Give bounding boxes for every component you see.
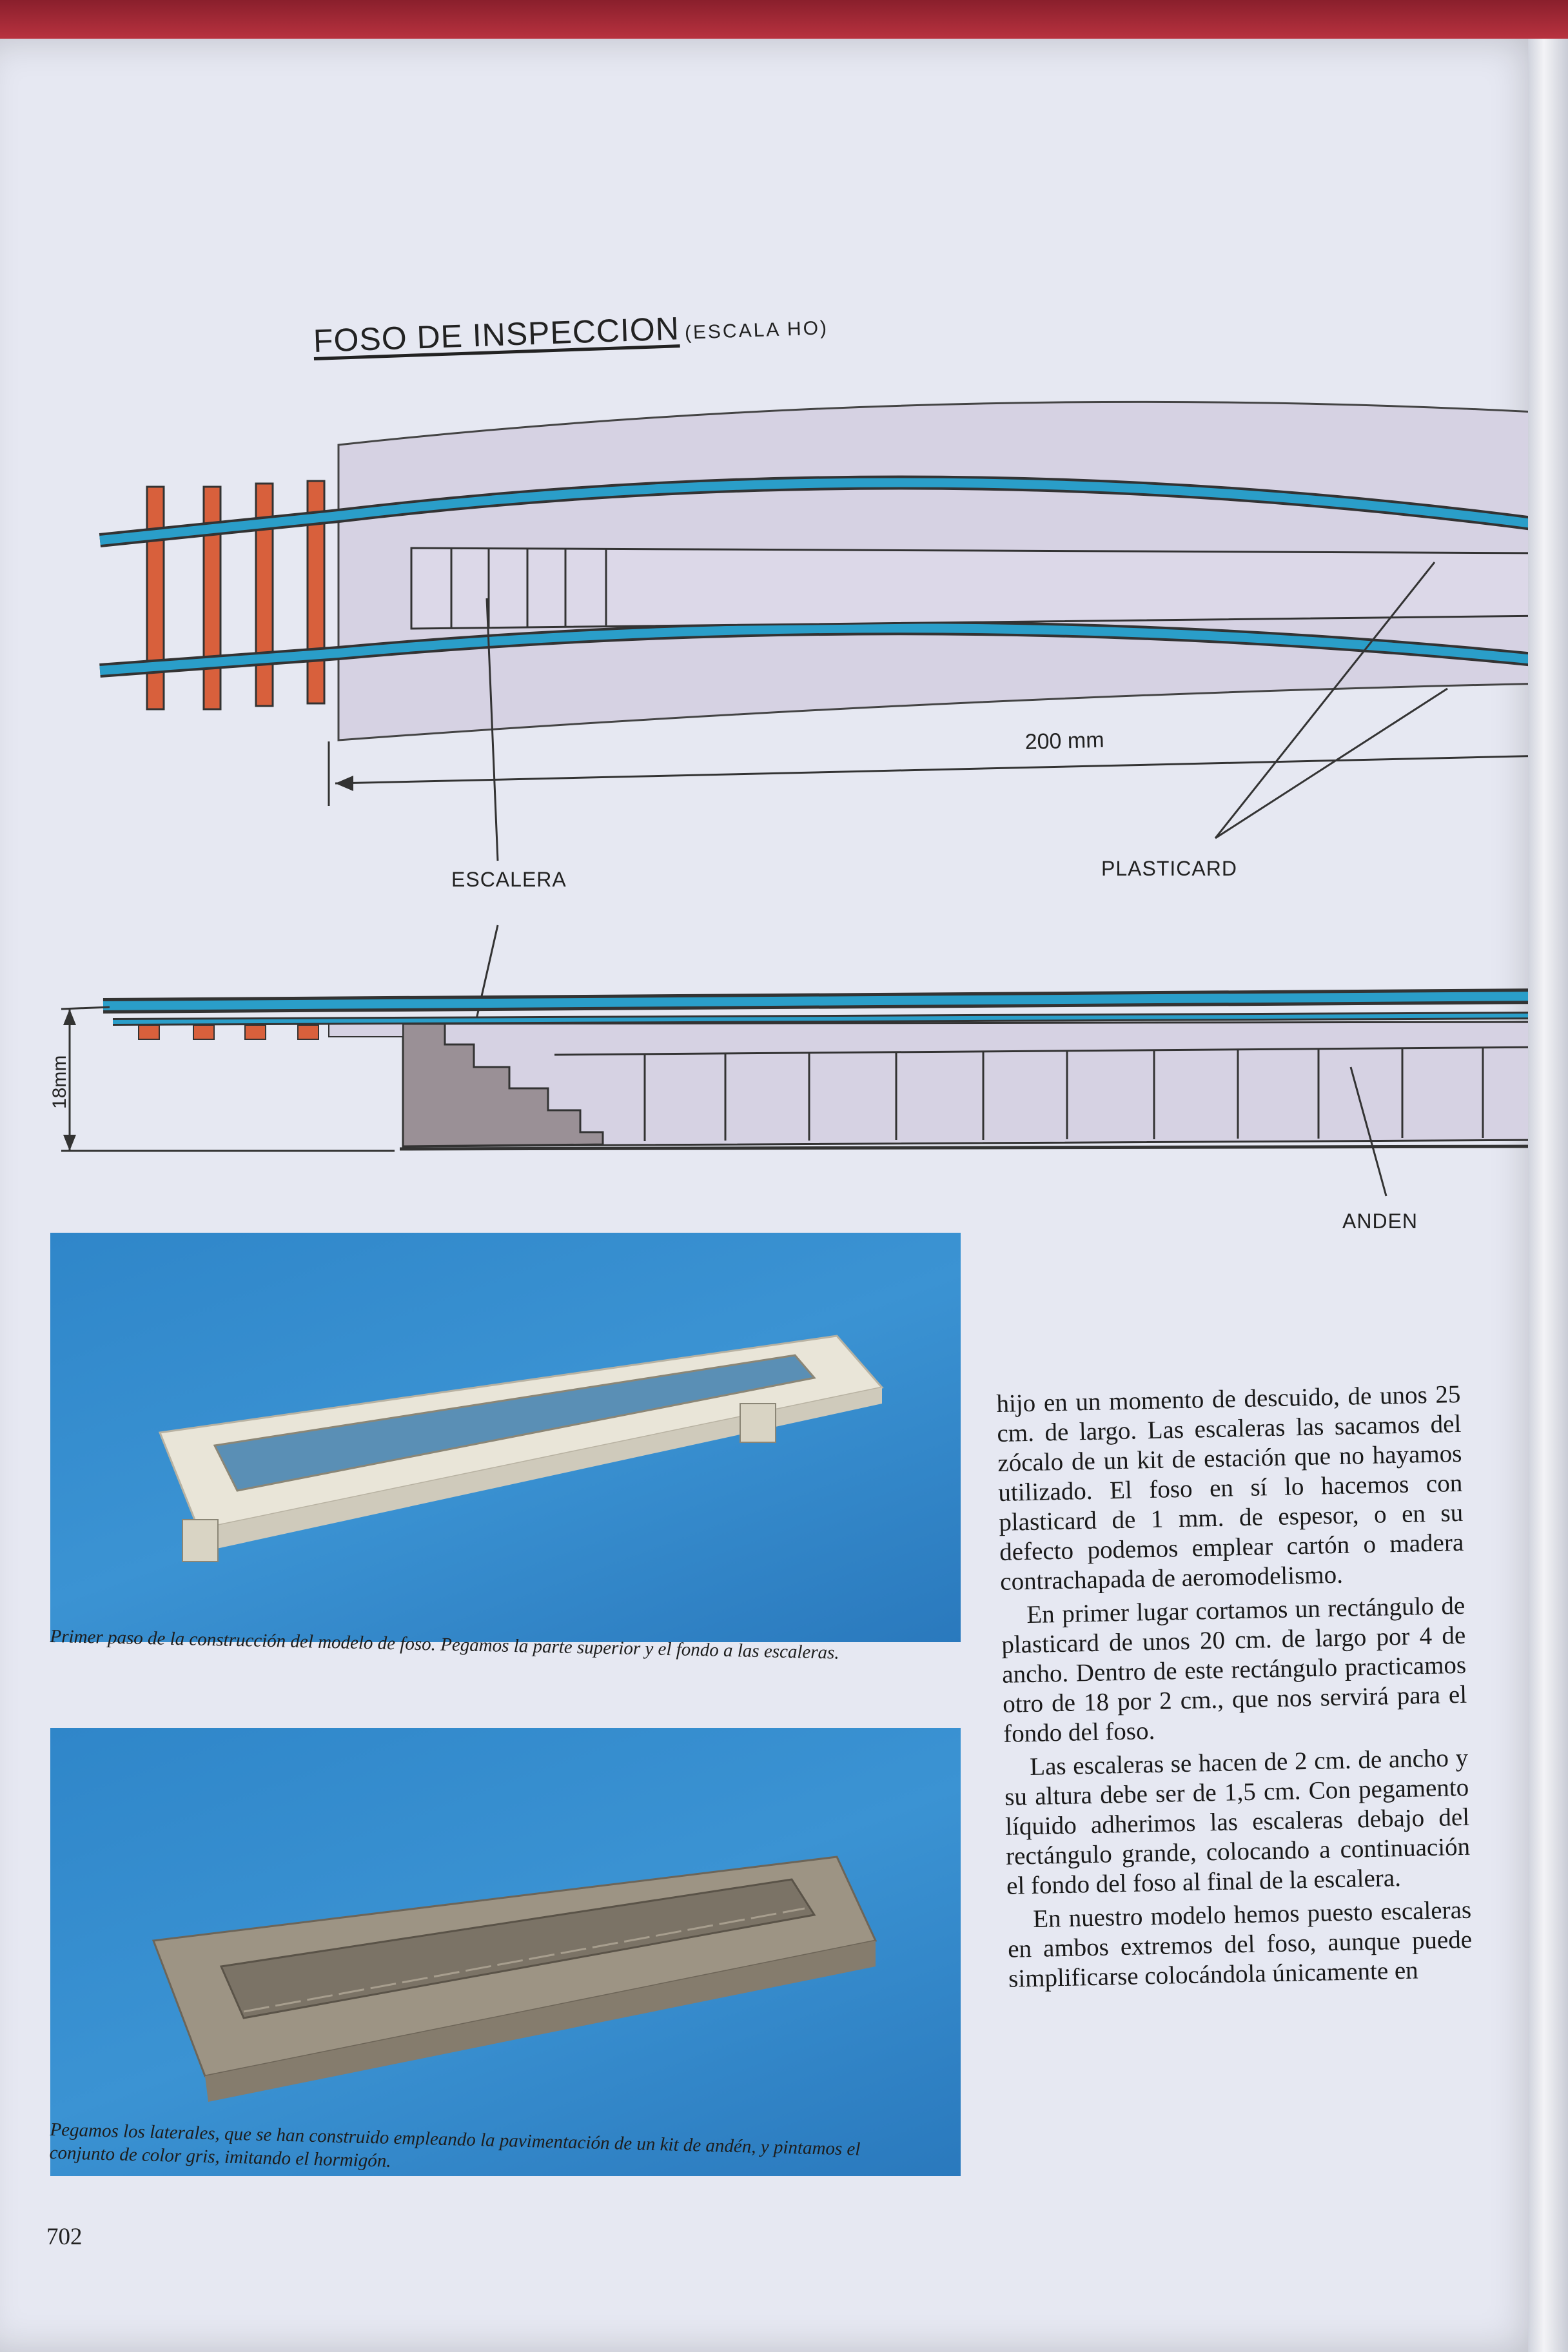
plasticard-label: PLASTICARD [1101, 857, 1237, 880]
body-paragraph: Las escaleras se hacen de 2 cm. de ancho y su altura debe ser de 1,5 cm. Con pegamento líquido adherimos las escaleras debajo del rectángulo grande, colocando a continuación el fondo del foso al final de la escalera. [1004, 1743, 1471, 1900]
book-spine-edge [1528, 39, 1568, 2352]
book-page [0, 39, 1547, 2352]
photo-2-caption: Pegamos los laterales, que se han construido empleando la pavimentación de un kit de andén, y pintamos el conjunto de color gris, imitando el hormigón. [49, 2119, 861, 2171]
height-label: 18mm [49, 1055, 70, 1109]
pit-opening [411, 548, 1547, 629]
photo-pit-assembly-step-1 [50, 1233, 961, 1642]
pit-model-white-illustration [50, 1233, 961, 1642]
body-paragraph: En primer lugar cortamos un rectángulo de plasticard de unos 20 cm. de largo por 4 de ancho. Dentro de este rectángulo practicamos otro de 18 por 2 cm., que nos servirá para el fondo del foso. [1001, 1591, 1467, 1748]
length-label: 200 mm [1024, 727, 1104, 754]
page-number: 702 [46, 2224, 83, 2250]
photo-1-caption: Primer paso de la construcción del modelo de foso. Pegamos la parte superior y el fondo a las escaleras. [50, 1625, 839, 1663]
sleeper [147, 487, 164, 709]
body-text-column [996, 1380, 1473, 1994]
pit-support [182, 1520, 218, 1562]
diagram-title-main: FOSO DE INSPECCION [313, 310, 680, 359]
sleeper-side [193, 1025, 214, 1039]
sleeper-side [298, 1025, 318, 1039]
anden-label: ANDEN [1342, 1210, 1418, 1233]
pit-support [740, 1404, 776, 1442]
dimension-arrow [335, 776, 353, 791]
sleeper-side [245, 1025, 266, 1039]
height-arrow-bottom [63, 1135, 76, 1151]
body-paragraph: hijo en un momento de descuido, de unos 25 cm. de largo. Las escaleras las sacamos del zócalo de un kit de estación que no hayamos utilizado. El foso en sí lo hacemos con plasticard de 1 mm. de espesor, o en su defecto podemos emplear cartón o madera contrachapada de aeromodelismo. [996, 1380, 1464, 1596]
photo-pit-assembly-step-2 [50, 1728, 961, 2176]
body-paragraph: En nuestro modelo hemos puesto escaleras en ambos extremos del foso, aunque puede simplificarse colocándola únicamente en [1007, 1896, 1473, 1993]
pit-model-grey-illustration [50, 1728, 961, 2176]
diagram-title-note: (ESCALA HO) [684, 317, 829, 344]
height-tick [61, 1007, 110, 1009]
sleeper [204, 487, 220, 709]
sleeper-side [139, 1025, 159, 1039]
escalera-label: ESCALERA [451, 868, 567, 891]
dimension-line [335, 756, 1547, 783]
height-arrow-top [63, 1009, 76, 1025]
base-line [400, 1146, 1547, 1149]
